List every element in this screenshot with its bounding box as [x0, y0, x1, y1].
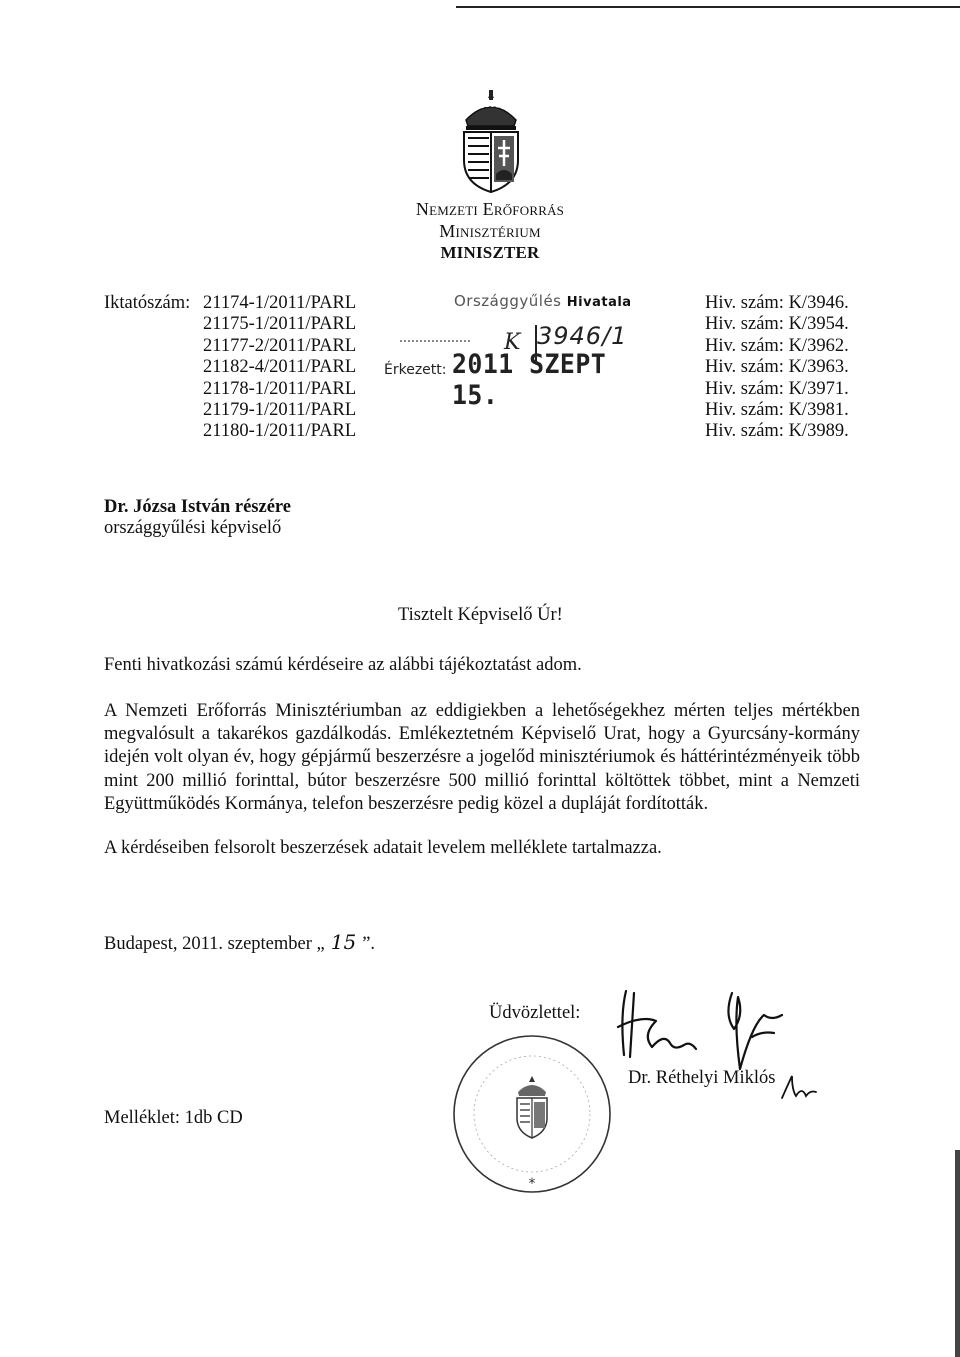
- registry-number: 21179-1/2011/PARL: [203, 400, 357, 421]
- stamp-office-name: Országgyűlés: [454, 292, 562, 310]
- signature-icon: [612, 985, 802, 1075]
- enclosure: Melléklet: 1db CD: [104, 1108, 243, 1128]
- official-seal-icon: [448, 1030, 616, 1198]
- header-line-2: Minisztérium: [439, 221, 541, 241]
- registry-number: 21174-1/2011/PARL: [203, 293, 357, 313]
- intro-sentence: Fenti hivatkozási számú kérdéseire az alábbi tájékoztatást adom.: [104, 655, 582, 675]
- greeting: Üdvözlettel:: [489, 1003, 581, 1023]
- addressee-name: Dr. Józsa István részére: [104, 497, 292, 517]
- salutation: Tisztelt Képviselő Úr!: [398, 605, 563, 625]
- stamp-k-mark: K: [504, 330, 521, 355]
- ministry-header: [380, 198, 600, 264]
- seal-mark: *: [528, 1176, 536, 1192]
- body-paragraph-2: A kérdéseiben felsorolt beszerzések adatait levelem melléklete tartalmazza.: [104, 838, 662, 858]
- reference-number: Hiv. szám: K/3963.: [705, 357, 849, 378]
- initials-icon: [778, 1072, 818, 1102]
- stamp-received-date: 2011 SZEPT 15.: [452, 349, 607, 411]
- place-date-prefix: Budapest, 2011. szeptember „: [104, 934, 325, 954]
- coat-of-arms-icon: [458, 90, 524, 194]
- stamp-number: 3946/1: [537, 322, 628, 350]
- reference-numbers: [705, 293, 849, 443]
- stamp-office: [454, 292, 632, 310]
- reference-number: Hiv. szám: K/3954.: [705, 314, 849, 335]
- place-date-day: 15: [330, 930, 357, 954]
- stamp-received-label: Érkezett:: [384, 362, 447, 378]
- registry-number: 21178-1/2011/PARL: [203, 378, 357, 399]
- body-paragraph: A Nemzeti Erőforrás Minisztériumban az eddigiekben a lehetőségekhez mérten teljes mértékben megvalósult a takarékos gazdálkodás. Emlékeztetném Képviselő Urat, hogy a Gyurcsány-kormány idején volt olyan év, hogy gépjármű beszerzésre a jogelőd minisztériumok és háttérintézményeik több mint 200 millió forinttal, bútor beszerzésre 500 millió forinttal költöttek többet, mint a Nemzeti Együttműködés Kormánya, telefon beszerzésre pedig közel a dupláját fordították.: [104, 701, 860, 814]
- header-line-3: MINISZTER: [440, 243, 540, 262]
- stamp-office-suffix: Hivatala: [566, 295, 632, 310]
- addressee-title: országgyűlési képviselő: [104, 518, 282, 538]
- stamp-dotted-line: [400, 340, 470, 342]
- addressee: [104, 497, 291, 539]
- place-date-suffix: ”.: [362, 934, 376, 954]
- reference-number: Hiv. szám: K/3971.: [705, 378, 849, 399]
- received-stamp: [382, 292, 642, 411]
- reference-number: Hiv. szám: K/3981.: [705, 400, 849, 421]
- reference-number: Hiv. szám: K/3962.: [705, 335, 849, 356]
- place-date: [104, 930, 375, 955]
- signer-name: Dr. Réthelyi Miklós: [628, 1068, 776, 1088]
- registry-number: 21175-1/2011/PARL: [203, 314, 357, 335]
- scan-edge-mark: [955, 1150, 960, 1357]
- reference-number: Hiv. szám: K/3946.: [705, 293, 849, 313]
- registry-number: 21180-1/2011/PARL: [203, 421, 357, 442]
- reference-number: Hiv. szám: K/3989.: [705, 421, 849, 442]
- registry-label: Iktatószám:: [104, 293, 191, 313]
- header-line-1: Nemzeti Erőforrás: [415, 199, 565, 219]
- top-rule: [456, 6, 960, 8]
- registry-number: 21182-4/2011/PARL: [203, 357, 357, 378]
- registry-number: 21177-2/2011/PARL: [203, 335, 357, 356]
- registry-numbers: [203, 293, 356, 443]
